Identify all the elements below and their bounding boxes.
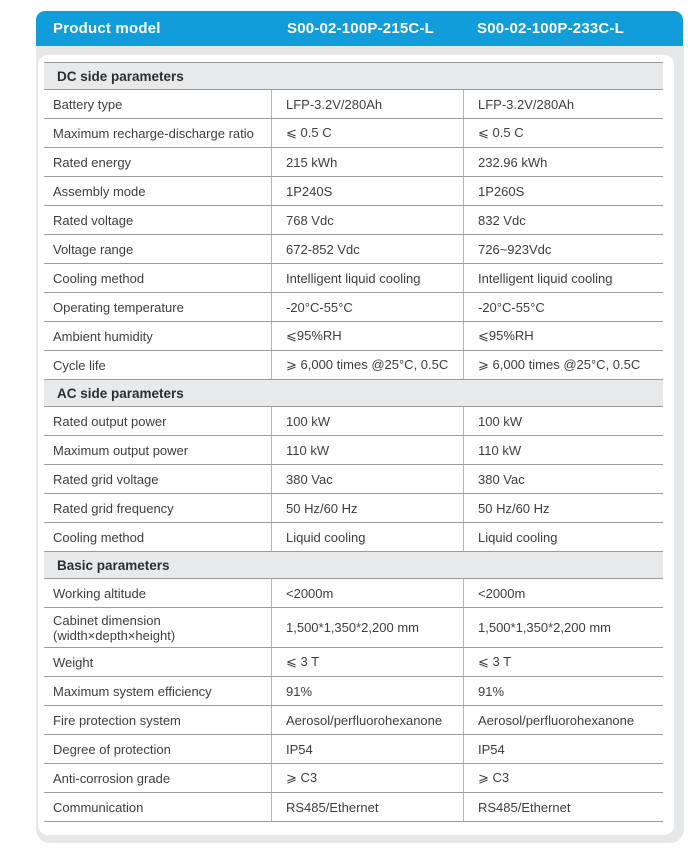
value-cell-model-2: Liquid cooling <box>463 523 663 551</box>
table-row <box>44 465 663 494</box>
table-row <box>44 148 663 177</box>
value-cell-model-2: 832 Vdc <box>463 206 663 234</box>
row-label <box>44 293 271 321</box>
value-cell-model-1: 380 Vac <box>271 465 463 493</box>
row-label <box>44 523 271 551</box>
value-cell-model-1: 100 kW <box>271 407 463 435</box>
row-label <box>44 436 271 464</box>
table-row <box>44 177 663 206</box>
table-row <box>44 235 663 264</box>
table-row <box>44 494 663 523</box>
product-model-header <box>36 11 683 46</box>
table-row <box>44 579 663 608</box>
row-label <box>44 177 271 205</box>
row-label-text: Ambient humidity <box>53 328 153 344</box>
value-cell-model-1: 91% <box>271 677 463 705</box>
table-row <box>44 436 663 465</box>
value-cell-model-2: 91% <box>463 677 663 705</box>
row-label <box>44 494 271 522</box>
table-row <box>44 322 663 351</box>
table-row <box>44 206 663 235</box>
value-cell-model-2: 1P260S <box>463 177 663 205</box>
row-label-text: Working altitude <box>53 585 146 601</box>
row-label <box>44 465 271 493</box>
row-label <box>44 579 271 607</box>
row-label-text: Fire protection system <box>53 712 181 728</box>
table-row <box>44 523 663 552</box>
table-row <box>44 764 663 793</box>
table-row <box>44 735 663 764</box>
row-label <box>44 322 271 350</box>
value-cell-model-1: 1P240S <box>271 177 463 205</box>
row-label <box>44 264 271 292</box>
value-cell-model-2: 50 Hz/60 Hz <box>463 494 663 522</box>
value-cell-model-2: ⩾ 6,000 times @25°C, 0.5C <box>463 351 663 379</box>
value-cell-model-1: Intelligent liquid cooling <box>271 264 463 292</box>
value-cell-model-1: <2000m <box>271 579 463 607</box>
value-cell-model-1: ⩾ 6,000 times @25°C, 0.5C <box>271 351 463 379</box>
header-model-2: S00-02-100P-233C-L <box>477 20 625 37</box>
value-cell-model-1: 1,500*1,350*2,200 mm <box>271 608 463 647</box>
row-label-text: Rated grid voltage <box>53 471 159 487</box>
row-label-text: Rated grid frequency <box>53 500 174 516</box>
value-cell-model-2: LFP-3.2V/280Ah <box>463 90 663 118</box>
section-header <box>44 63 663 90</box>
value-cell-model-1: RS485/Ethernet <box>271 793 463 821</box>
row-label <box>44 608 271 647</box>
table-row <box>44 648 663 677</box>
section-title: Basic parameters <box>57 557 170 573</box>
value-cell-model-2: 232.96 kWh <box>463 148 663 176</box>
value-cell-model-2: IP54 <box>463 735 663 763</box>
value-cell-model-2: <2000m <box>463 579 663 607</box>
value-cell-model-1: Liquid cooling <box>271 523 463 551</box>
value-cell-model-2: 380 Vac <box>463 465 663 493</box>
row-label <box>44 677 271 705</box>
row-label <box>44 735 271 763</box>
row-label-text: Maximum recharge-discharge ratio <box>53 125 254 141</box>
row-label <box>44 793 271 821</box>
value-cell-model-1: -20°C-55°C <box>271 293 463 321</box>
row-label-text: Cycle life <box>53 357 106 373</box>
value-cell-model-1: 672-852 Vdc <box>271 235 463 263</box>
row-label-text: Voltage range <box>53 241 134 257</box>
spec-table <box>44 62 663 822</box>
value-cell-model-1: LFP-3.2V/280Ah <box>271 90 463 118</box>
value-cell-model-2: ⩽ 0.5 C <box>463 119 663 147</box>
row-label <box>44 706 271 734</box>
value-cell-model-1: 110 kW <box>271 436 463 464</box>
section-header <box>44 552 663 579</box>
row-label-text: Operating temperature <box>53 299 184 315</box>
table-row <box>44 119 663 148</box>
spec-card <box>38 55 674 835</box>
table-row <box>44 706 663 735</box>
table-row <box>44 608 663 648</box>
row-label <box>44 148 271 176</box>
row-label <box>44 206 271 234</box>
row-label <box>44 351 271 379</box>
row-label-text: Communication <box>53 799 144 815</box>
row-label-text-2: (width×depth×height) <box>53 627 176 643</box>
table-row <box>44 351 663 380</box>
value-cell-model-2: 1,500*1,350*2,200 mm <box>463 608 663 647</box>
value-cell-model-2: Intelligent liquid cooling <box>463 264 663 292</box>
row-label-text: Maximum output power <box>53 442 189 458</box>
value-cell-model-1: ⩽ 0.5 C <box>271 119 463 147</box>
section-title: AC side parameters <box>57 385 184 401</box>
table-row <box>44 293 663 322</box>
row-label <box>44 648 271 676</box>
value-cell-model-2: RS485/Ethernet <box>463 793 663 821</box>
row-label-text: Assembly mode <box>53 183 146 199</box>
table-row <box>44 407 663 436</box>
table-row <box>44 793 663 822</box>
row-label <box>44 119 271 147</box>
row-label-text: Cabinet dimension <box>53 612 161 628</box>
value-cell-model-2: ⩽95%RH <box>463 322 663 350</box>
row-label-text: Maximum system efficiency <box>53 683 212 699</box>
row-label <box>44 235 271 263</box>
value-cell-model-2: 726~923Vdc <box>463 235 663 263</box>
row-label <box>44 90 271 118</box>
row-label-text: Rated output power <box>53 413 167 429</box>
value-cell-model-1: ⩽95%RH <box>271 322 463 350</box>
row-label-text: Cooling method <box>53 529 145 545</box>
row-label <box>44 407 271 435</box>
value-cell-model-1: IP54 <box>271 735 463 763</box>
row-label-text: Weight <box>53 654 94 670</box>
value-cell-model-1: 50 Hz/60 Hz <box>271 494 463 522</box>
value-cell-model-2: ⩽ 3 T <box>463 648 663 676</box>
row-label-text: Cooling method <box>53 270 145 286</box>
value-cell-model-2: Aerosol/perfluorohexanone <box>463 706 663 734</box>
value-cell-model-1: Aerosol/perfluorohexanone <box>271 706 463 734</box>
row-label-text: Degree of protection <box>53 741 171 757</box>
value-cell-model-2: 110 kW <box>463 436 663 464</box>
row-label-text: Rated voltage <box>53 212 134 228</box>
value-cell-model-1: ⩽ 3 T <box>271 648 463 676</box>
table-row <box>44 264 663 293</box>
value-cell-model-1: 215 kWh <box>271 148 463 176</box>
value-cell-model-2: -20°C-55°C <box>463 293 663 321</box>
row-label-text: Anti-corrosion grade <box>53 770 171 786</box>
header-model-1: S00-02-100P-215C-L <box>287 20 435 37</box>
table-row <box>44 90 663 119</box>
row-label-text: Rated energy <box>53 154 132 170</box>
table-row <box>44 677 663 706</box>
section-header <box>44 380 663 407</box>
value-cell-model-2: 100 kW <box>463 407 663 435</box>
section-title: DC side parameters <box>57 68 184 84</box>
value-cell-model-1: ⩾ C3 <box>271 764 463 792</box>
value-cell-model-1: 768 Vdc <box>271 206 463 234</box>
header-title: Product model <box>53 20 161 37</box>
row-label <box>44 764 271 792</box>
row-label-text: Battery type <box>53 96 123 112</box>
value-cell-model-2: ⩾ C3 <box>463 764 663 792</box>
